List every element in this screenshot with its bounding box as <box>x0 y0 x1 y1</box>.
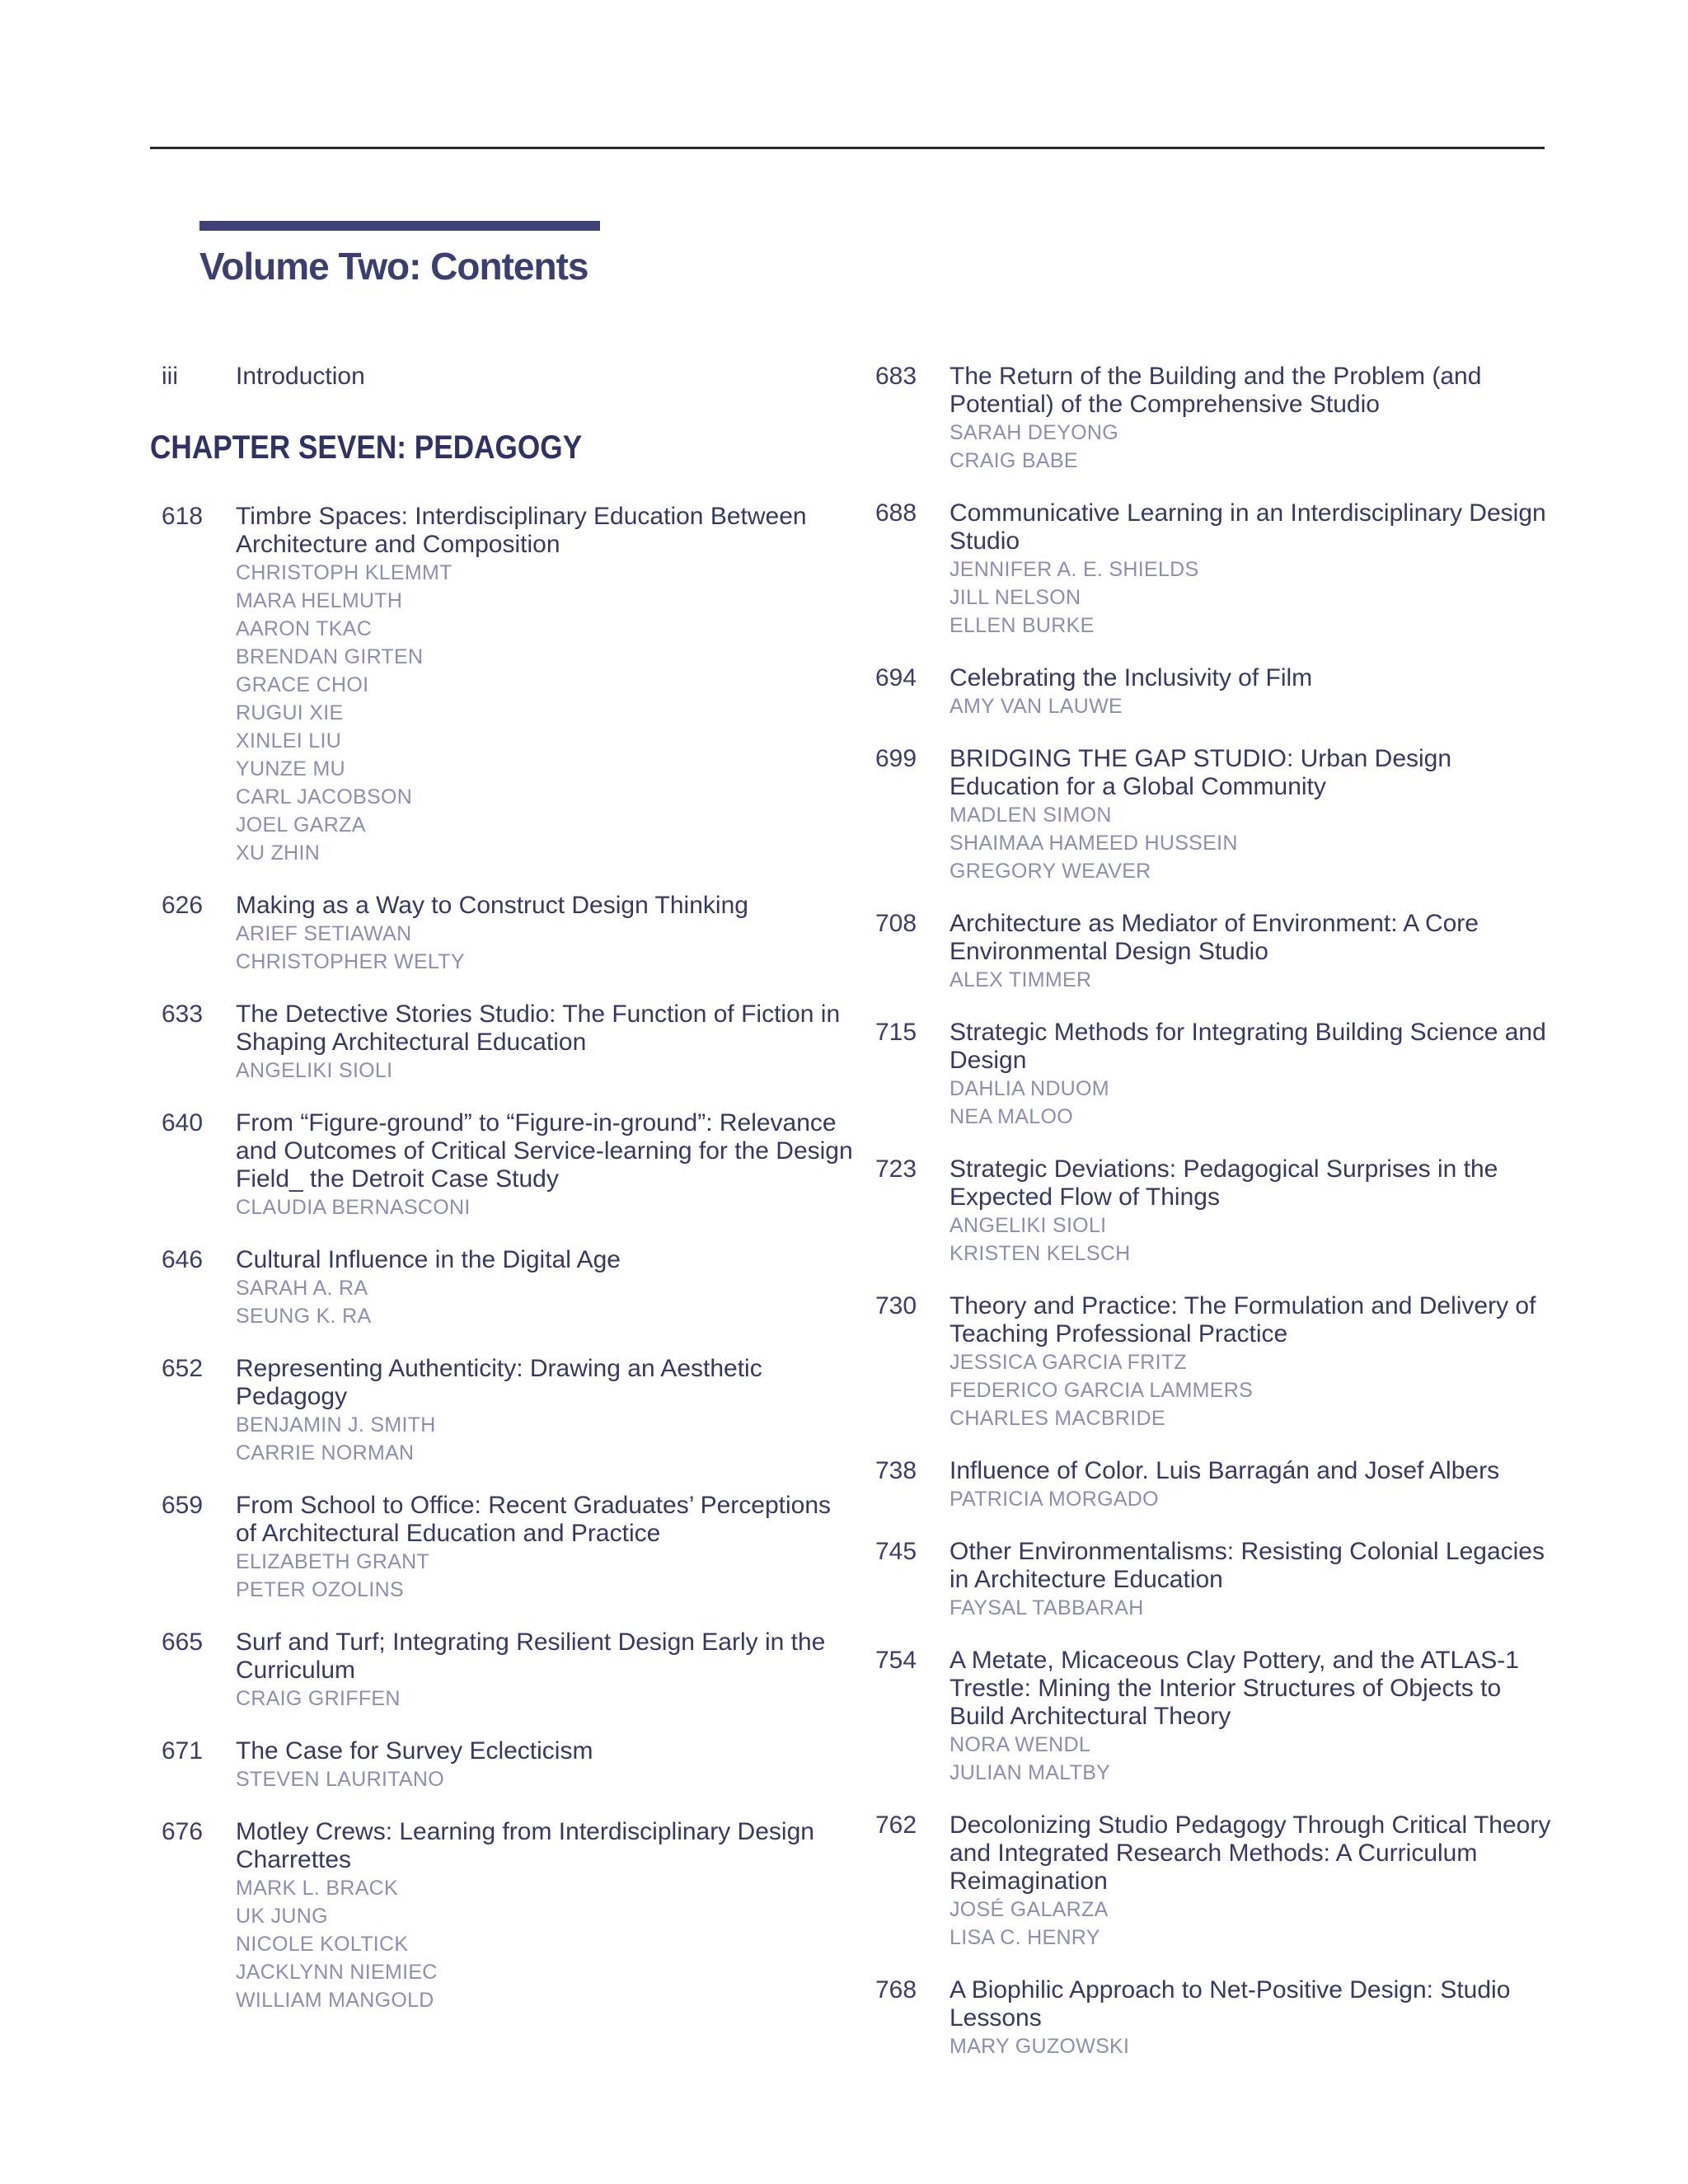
toc-entry-title: Motley Crews: Learning from Interdisciplinary Design Charrettes <box>236 1818 814 1873</box>
toc-page-number: iii <box>162 363 178 390</box>
toc-right-column <box>875 363 1551 2085</box>
author-name: XU ZHIN <box>236 841 321 865</box>
toc-entry-title: The Detective Stories Studio: The Function of Fiction in Shaping Architectural Education <box>236 1001 841 1056</box>
toc-entry-title: A Metate, Micaceous Clay Pottery, and the ATLAS-1 Trestle: Mining the Interior Structures of Objects to Build Architectural Theory <box>950 1647 1519 1730</box>
author-name: PETER OZOLINS <box>236 1578 404 1601</box>
author-list <box>236 559 854 867</box>
toc-page-number: 730 <box>875 1292 917 1319</box>
author-name: DAHLIA NDUOM <box>950 1077 1109 1100</box>
toc-entry[interactable] <box>162 1818 854 2014</box>
toc-entry-title: Introduction <box>236 363 365 390</box>
author-name: CHRISTOPH KLEMMT <box>236 561 452 584</box>
author-name: SEUNG K. RA <box>236 1305 372 1328</box>
author-name: ELLEN BURKE <box>950 614 1095 637</box>
author-name: YUNZE MU <box>236 757 345 780</box>
toc-entry[interactable] <box>162 1109 854 1221</box>
author-name: BENJAMIN J. SMITH <box>236 1413 436 1436</box>
toc-page-number: 659 <box>162 1492 204 1519</box>
author-name: CHRISTOPHER WELTY <box>236 950 465 973</box>
chapter-heading: CHAPTER SEVEN: PEDAGOGY <box>150 429 583 466</box>
toc-entry[interactable] <box>875 1811 1551 1952</box>
toc-entry[interactable] <box>162 1492 854 1604</box>
author-list <box>236 1057 854 1085</box>
toc-entry[interactable] <box>875 1155 1551 1268</box>
author-list <box>950 1731 1551 1787</box>
toc-entry-title: The Case for Survey Eclecticism <box>236 1737 593 1765</box>
toc-entry-title: Other Environmentalisms: Resisting Colonial Legacies in Architecture Education <box>950 1538 1545 1593</box>
author-name: CHARLES MACBRIDE <box>950 1407 1165 1430</box>
toc-entry-introduction[interactable] <box>162 363 854 391</box>
toc-entry-title: Strategic Deviations: Pedagogical Surprises in the Expected Flow of Things <box>950 1155 1498 1211</box>
toc-page-number: 762 <box>875 1811 917 1839</box>
toc-entry-title: Strategic Methods for Integrating Building Science and Design <box>950 1019 1546 1074</box>
toc-entry[interactable] <box>875 910 1551 994</box>
author-name: CRAIG GRIFFEN <box>236 1687 401 1710</box>
author-name: SHAIMAA HAMEED HUSSEIN <box>950 832 1238 855</box>
toc-entry[interactable] <box>875 1538 1551 1622</box>
author-list <box>236 1274 854 1330</box>
author-list <box>950 555 1551 640</box>
author-list <box>236 1548 854 1604</box>
toc-entry-title: BRIDGING THE GAP STUDIO: Urban Design Education for a Global Community <box>950 745 1452 800</box>
author-list <box>236 1685 854 1713</box>
author-name: ELIZABETH GRANT <box>236 1550 430 1573</box>
author-list <box>236 1411 854 1467</box>
toc-entry-title: Representing Authenticity: Drawing an Aesthetic Pedagogy <box>236 1355 762 1410</box>
title-accent-bar <box>199 221 600 231</box>
toc-entry[interactable] <box>875 1019 1551 1131</box>
author-name: WILLIAM MANGOLD <box>236 1989 434 2012</box>
toc-entry[interactable] <box>162 892 854 976</box>
toc-page-number: 671 <box>162 1737 204 1765</box>
toc-page-number: 738 <box>875 1457 917 1484</box>
author-name: FEDERICO GARCIA LAMMERS <box>950 1379 1254 1402</box>
author-list <box>950 1212 1551 1268</box>
author-name: ANGELIKI SIOLI <box>236 1059 393 1082</box>
author-name: PATRICIA MORGADO <box>950 1488 1159 1511</box>
toc-page-number: 665 <box>162 1629 204 1656</box>
top-rule <box>150 147 1545 149</box>
toc-entry-title: Theory and Practice: The Formulation and Delivery of Teaching Professional Practice <box>950 1292 1536 1347</box>
author-name: FAYSAL TABBARAH <box>950 1596 1144 1619</box>
toc-entry[interactable] <box>875 1976 1551 2060</box>
toc-page-number: 723 <box>875 1155 917 1183</box>
author-list <box>950 1075 1551 1131</box>
toc-entry[interactable] <box>162 503 854 867</box>
author-list <box>950 2032 1551 2060</box>
toc-entry-title: Celebrating the Inclusivity of Film <box>950 664 1313 691</box>
toc-entry[interactable] <box>875 499 1551 640</box>
toc-page-number: 626 <box>162 892 204 919</box>
toc-page-number: 768 <box>875 1976 917 2004</box>
author-name: AARON TKAC <box>236 617 373 640</box>
toc-entry[interactable] <box>162 1629 854 1713</box>
author-name: JILL NELSON <box>950 586 1081 609</box>
author-list <box>950 1896 1551 1952</box>
toc-entry[interactable] <box>875 664 1551 720</box>
author-list <box>950 966 1551 994</box>
author-name: SARAH DEYONG <box>950 421 1119 444</box>
author-name: UK JUNG <box>236 1905 328 1928</box>
author-name: MARK L. BRACK <box>236 1877 399 1900</box>
author-name: JACKLYNN NIEMIEC <box>236 1961 438 1984</box>
author-list <box>950 692 1551 720</box>
author-name: ARIEF SETIAWAN <box>236 922 412 945</box>
author-name: MARY GUZOWSKI <box>950 2035 1130 2058</box>
toc-entry[interactable] <box>875 1292 1551 1432</box>
author-name: NEA MALOO <box>950 1105 1073 1128</box>
author-name: MARA HELMUTH <box>236 589 403 612</box>
toc-entry-title: A Biophilic Approach to Net-Positive Design: Studio Lessons <box>950 1976 1511 2032</box>
page-title: Volume Two: Contents <box>199 245 588 288</box>
author-name: CARL JACOBSON <box>236 785 413 808</box>
author-list <box>236 1765 854 1793</box>
toc-entry[interactable] <box>875 363 1551 475</box>
toc-entry-title: Influence of Color. Luis Barragán and Josef Albers <box>950 1457 1500 1484</box>
toc-entry-title: From School to Office: Recent Graduates’ Perceptions of Architectural Education and Practice <box>236 1492 832 1547</box>
author-name: CRAIG BABE <box>950 449 1078 472</box>
author-list <box>950 1485 1551 1513</box>
author-name: JOEL GARZA <box>236 813 366 837</box>
author-name: JULIAN MALTBY <box>950 1761 1111 1784</box>
author-name: NORA WENDL <box>950 1733 1091 1756</box>
toc-page-number: 633 <box>162 1001 204 1028</box>
toc-page-number: 694 <box>875 664 917 691</box>
author-name: ANGELIKI SIOLI <box>950 1214 1107 1237</box>
toc-entry[interactable] <box>162 1737 854 1793</box>
toc-entry[interactable] <box>162 1355 854 1467</box>
author-list <box>236 1874 854 2014</box>
toc-page-number: 676 <box>162 1818 204 1845</box>
toc-entry[interactable] <box>162 1001 854 1085</box>
author-name: RUGUI XIE <box>236 701 344 724</box>
author-list <box>950 1348 1551 1432</box>
toc-page-number: 708 <box>875 910 917 937</box>
author-name: KRISTEN KELSCH <box>950 1242 1131 1265</box>
author-name: BRENDAN GIRTEN <box>236 645 424 668</box>
toc-entry[interactable] <box>875 1457 1551 1513</box>
author-name: JOSÉ GALARZA <box>950 1898 1109 1921</box>
toc-page-number: 745 <box>875 1538 917 1565</box>
toc-entry-title: Timbre Spaces: Interdisciplinary Education Between Architecture and Composition <box>236 503 807 558</box>
toc-page-number: 618 <box>162 503 204 530</box>
toc-entry-title: From “Figure-ground” to “Figure-in-ground”: Relevance and Outcomes of Critical Service-learning for the Design Field_ the Detroit Case Study <box>236 1109 853 1193</box>
toc-entry-title: Making as a Way to Construct Design Thinking <box>236 892 748 919</box>
author-name: JENNIFER A. E. SHIELDS <box>950 558 1199 581</box>
author-name: SARAH A. RA <box>236 1277 368 1300</box>
author-name: XINLEI LIU <box>236 729 342 752</box>
toc-page-number: 646 <box>162 1246 204 1273</box>
toc-page-number: 754 <box>875 1647 917 1674</box>
toc-page-number: 652 <box>162 1355 204 1382</box>
toc-entry[interactable] <box>875 1647 1551 1787</box>
toc-entry-title: Architecture as Mediator of Environment: A Core Environmental Design Studio <box>950 910 1479 965</box>
toc-page-number: 640 <box>162 1109 204 1137</box>
toc-entry-title: Surf and Turf; Integrating Resilient Design Early in the Curriculum <box>236 1629 826 1684</box>
toc-entry-title: The Return of the Building and the Problem (and Potential) of the Comprehensive Studio <box>950 363 1482 418</box>
toc-left-column <box>150 363 854 2039</box>
author-name: GREGORY WEAVER <box>950 860 1151 883</box>
author-list <box>950 419 1551 475</box>
author-name: NICOLE KOLTICK <box>236 1933 409 1956</box>
toc-entry-title: Communicative Learning in an Interdisciplinary Design Studio <box>950 499 1546 555</box>
author-name: JESSICA GARCIA FRITZ <box>950 1351 1187 1374</box>
toc-entry-title: Cultural Influence in the Digital Age <box>236 1246 621 1273</box>
toc-page-number: 683 <box>875 363 917 390</box>
author-list <box>236 1193 854 1221</box>
author-name: CARRIE NORMAN <box>236 1441 415 1465</box>
toc-entry[interactable] <box>162 1246 854 1330</box>
author-list <box>950 1594 1551 1622</box>
author-list <box>950 801 1551 885</box>
toc-page-number: 688 <box>875 499 917 527</box>
author-list <box>236 920 854 976</box>
toc-entry[interactable] <box>875 745 1551 885</box>
toc-entry-list-right <box>875 363 1551 2060</box>
author-name: ALEX TIMMER <box>950 968 1092 991</box>
toc-page-number: 699 <box>875 745 917 772</box>
toc-entry-list-left <box>162 503 854 2014</box>
author-name: AMY VAN LAUWE <box>950 695 1123 718</box>
toc-page-number: 715 <box>875 1019 917 1046</box>
author-name: CLAUDIA BERNASCONI <box>236 1196 471 1219</box>
toc-entry-title: Decolonizing Studio Pedagogy Through Critical Theory and Integrated Research Methods: A Curriculum Reimagination <box>950 1811 1551 1895</box>
author-name: MADLEN SIMON <box>950 804 1112 827</box>
author-name: GRACE CHOI <box>236 673 369 696</box>
author-name: STEVEN LAURITANO <box>236 1768 444 1791</box>
author-name: LISA C. HENRY <box>950 1926 1100 1949</box>
